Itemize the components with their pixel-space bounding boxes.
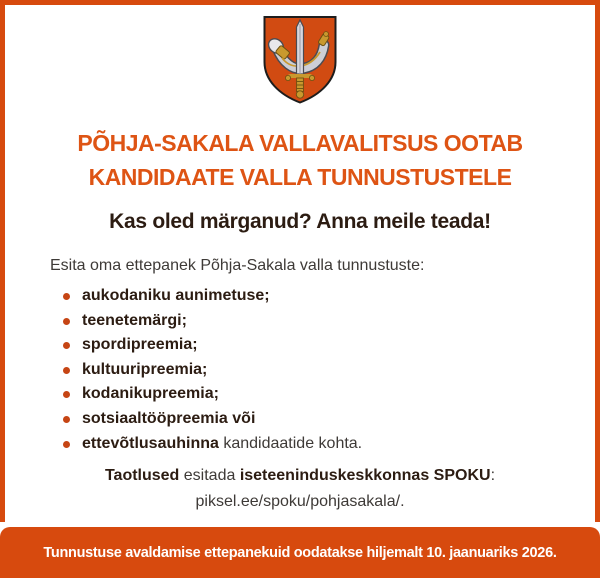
page-title-line1: PÕHJA-SAKALA VALLAVALITSUS OOTAB — [77, 130, 523, 156]
list-item — [5, 333, 595, 358]
submission-colon: : — [490, 467, 496, 485]
submission-text: esitada — [179, 467, 240, 485]
bullet-icon — [63, 367, 70, 374]
list-item — [5, 284, 595, 309]
list-item — [5, 407, 595, 432]
bullet-icon — [63, 391, 70, 398]
list-item-label: sotsiaaltööpreemia või — [82, 409, 256, 427]
bullet-icon — [63, 293, 70, 300]
submission-line — [5, 465, 595, 486]
bullet-icon — [63, 416, 70, 423]
bullet-icon — [63, 318, 70, 325]
list-item-label: kodanikupreemia; — [82, 385, 219, 403]
deadline-text: Tunnustuse avaldamise ettepanekuid oodatakse hiljemalt 10. jaanuariks 2026. — [43, 544, 557, 561]
bullet-icon — [63, 342, 70, 349]
list-item-label: teenetemärgi; — [82, 311, 187, 329]
award-list — [5, 284, 595, 456]
list-item-suffix: kandidaatide kohta. — [218, 434, 363, 452]
list-item-label: spordipreemia; — [82, 336, 198, 354]
page-title — [5, 126, 595, 194]
list-item-label: ettevõtlusauhinna — [82, 434, 219, 452]
list-item — [5, 382, 595, 407]
submission-keyword: Taotlused — [104, 467, 180, 485]
list-item-label: kultuuripreemia; — [82, 360, 208, 378]
submission-system: iseteeninduskeskkonnas SPOKU — [239, 467, 491, 485]
list-item — [5, 309, 595, 334]
list-item — [5, 358, 595, 383]
subheading: Kas oled märganud? Anna meile teada! — [109, 210, 491, 233]
bullet-icon — [63, 441, 70, 448]
deadline-banner — [0, 527, 600, 578]
intro-text: Esita oma ettepanek Põhja-Sakala valla tunnustuste: — [50, 257, 425, 274]
page-title-line2: KANDIDAATE VALLA TUNNUSTUSTELE — [88, 164, 512, 190]
coat-of-arms-icon — [262, 15, 338, 105]
list-item-label: aukodaniku aunimetuse; — [82, 287, 270, 304]
submission-url: piksel.ee/spoku/pohjasakala/. — [195, 493, 405, 511]
list-item — [5, 432, 595, 457]
